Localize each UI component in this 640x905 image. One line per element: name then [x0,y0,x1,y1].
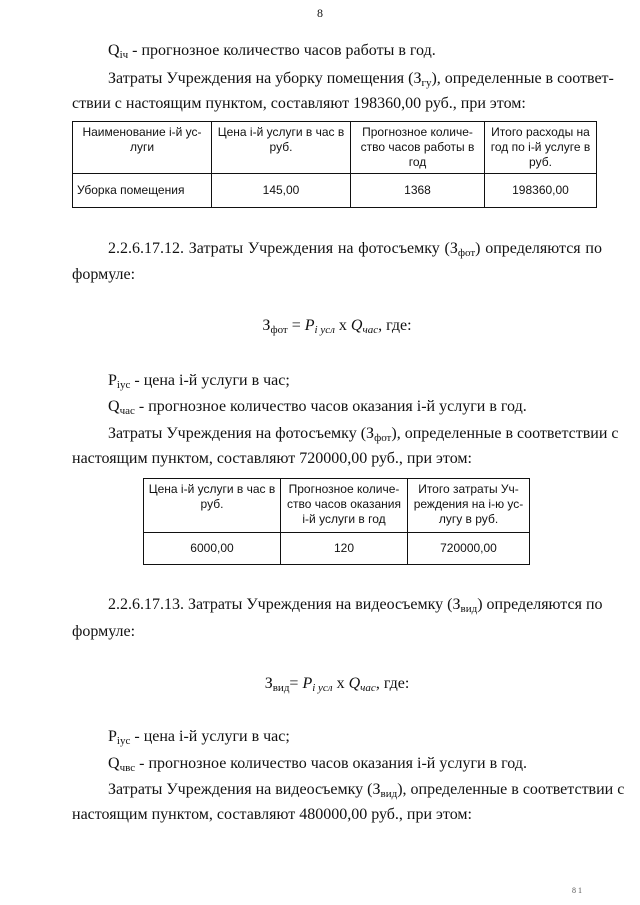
video-definition-p: $P_{iус}$ - цена i-й услуги в час; [108,728,290,747]
table-cell: 198360,00 [485,174,597,208]
table-header: Прогнозное количе-ство часов работы в год [351,122,485,174]
video-formula: $З_{вид}= P_{i усл}$ х $Q_{час}$, где: [264,675,410,694]
cleaning-total-line-2: ствии с настоящим пунктом, составляют 198360,00 руб., при этом: [72,95,526,112]
video-total-line-2: настоящим пунктом, составляют 480000,00 руб., при этом: [72,806,472,823]
table-row [144,533,530,565]
page-number: 8 [317,6,323,20]
video-section-line-1: 2.2.6.17.13. Затраты Учреждения на видеосъемку $(З_{вид})$ определяются по [108,596,603,615]
photo-total-line-2: настоящим пунктом, составляют 720000,00 руб., при этом: [72,450,472,467]
table-header: Итого расходы на год по i-й услуге в руб. [485,122,597,174]
table-header: Цена i-й услуги в час в руб. [212,122,351,174]
photo-definition-q: $Q_{час}$ - прогнозное количество часов оказания i-й услуги в год. [108,398,527,417]
table-header: Наименование i-й ус-луги [73,122,212,174]
photo-formula: $З_{фот} = P_{i усл}$ х $Q_{час}$, где: [262,317,412,336]
photo-section-line-2: формуле: [72,266,136,283]
table-cell: 145,00 [212,174,351,208]
cleaning-cost-table [72,121,597,208]
table-cell: 1368 [351,174,485,208]
table-header: Прогнозное количе-ство часов оказания i-й услуги в год [281,479,408,533]
photo-section-line-1: 2.2.6.17.12. Затраты Учреждения на фотосъемку $(З_{фот})$ определяются по [108,240,602,259]
table-cell: 120 [281,533,408,565]
table-cell: Уборка помещения [73,174,212,208]
corner-mark: 8 1 [572,886,582,895]
cleaning-total-line-1: Затраты Учреждения на уборку помещения $(З_{гу})$, определенные в соответ- [108,70,614,89]
table-row [73,174,597,208]
table-header: Итого затраты Уч-реждения на i-ю ус-лугу в руб. [408,479,530,533]
photo-cost-table [143,478,530,565]
table-cell: 720000,00 [408,533,530,565]
video-definition-q: $Q_{чвс}$ - прогнозное количество часов оказания i-й услуги в год. [108,755,527,774]
definition-q-ich: $Q_{iч}$ - прогнозное количество часов работы в год. [108,42,436,61]
video-total-line-1: Затраты Учреждения на видеосъемку $(З_{вид})$, определенные в соответствии с [108,781,625,800]
video-section-line-2: формуле: [72,623,136,640]
photo-total-line-1: Затраты Учреждения на фотосъемку $(З_{фот})$, определенные в соответствии с [108,425,619,444]
table-header: Цена i-й услуги в час в руб. [144,479,281,533]
photo-definition-p: $P_{iус}$ - цена i-й услуги в час; [108,372,290,391]
table-cell: 6000,00 [144,533,281,565]
